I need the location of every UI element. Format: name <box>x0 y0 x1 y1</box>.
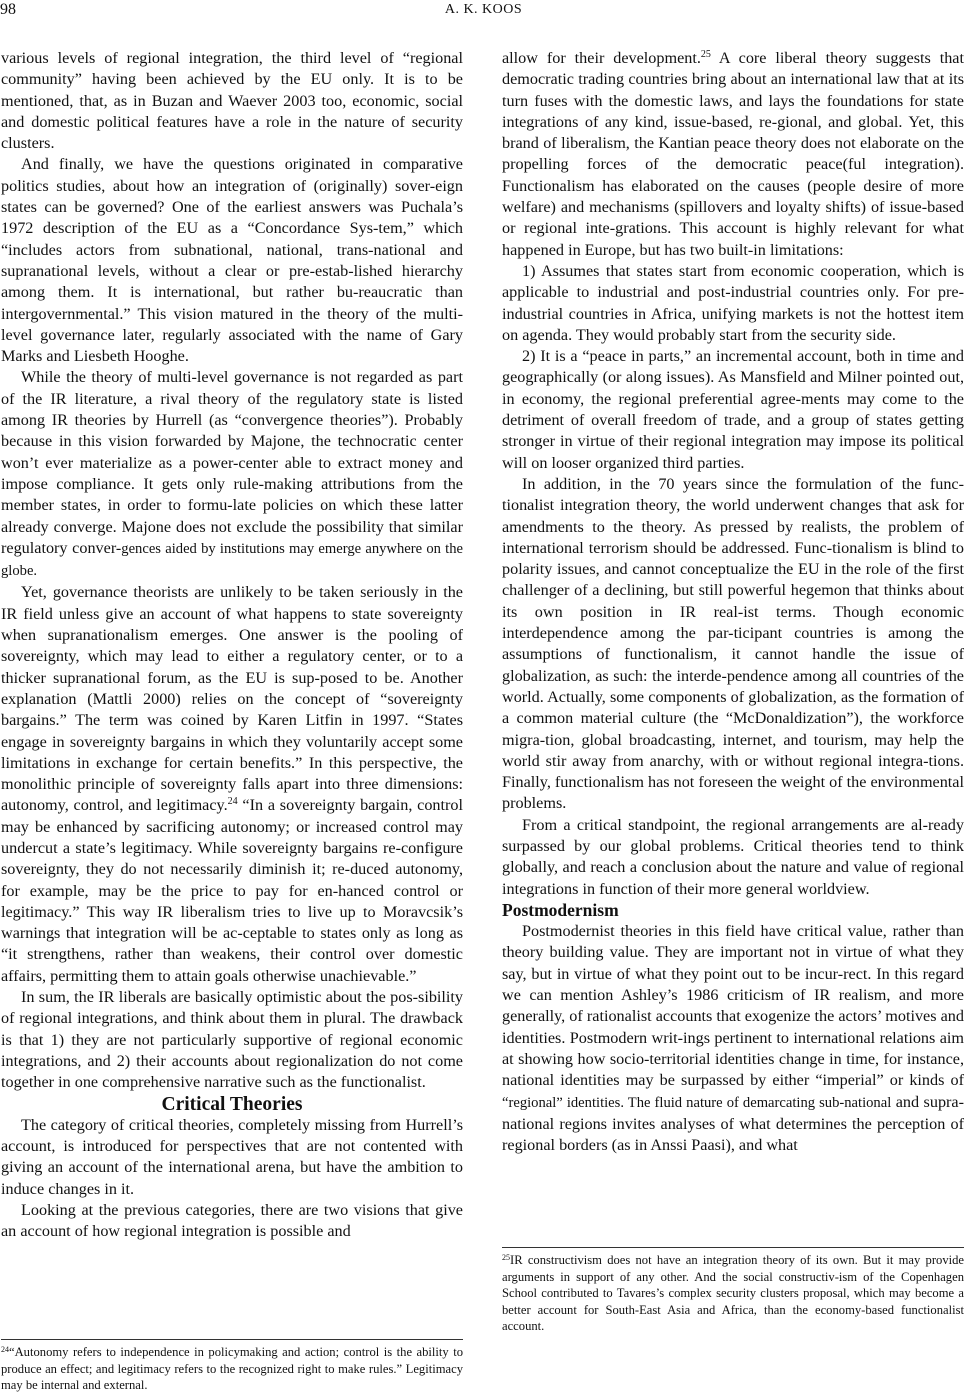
paragraph-text: While the theory of multi-level governance is not regarded as part of the IR literature, a rival theory of the regulatory state is listed among IR theories by Hurrell (as “convergence theories”). Probably because in this vision forwarded by Majone, the technocratic center won’t ever materialize as a power-center able to extract money and impose compliance. It gets only rule-making attributions from the member states, in order to formu-late policies on which these latter already converge. Majone does not exclude the possibility that similar regulatory conver- <box>1 368 463 557</box>
paragraph-text: Yet, governance theorists are unlikely to be taken seriously in the IR field unless give an account of what happens to state sovereignty when supranationalism emerges. One answer is the pooling of sovereignty, which may lead to either a regulatory center, or to a thicker supranational forum, as the EU is sup-posed to be. Another explanation (Mattli 2000) relies on the concept of “sovereignty bargains.” The term was coined by Karen Litfin in 1997. “States engage in sovereignty bargains in which they voluntarily accept some limitations in exchange for certain benefits.” In this perspective, the monolithic principle of sovereignty falls apart into three dimensions: autonomy, control, and legitimacy. <box>1 583 463 815</box>
paragraph: 2) It is a “peace in parts,” an incremental account, both in time and geographically (or along issues). As Mansfield and Milner pointed out, in economy, the regional preferential agree-ments may come to the detriment of overall freedom of trade, and a group of states getting stronger in virtue of their regional integration may impose its political will on looser organized third parties. <box>502 347 964 472</box>
paragraph <box>1 582 463 987</box>
left-column <box>1 48 463 1243</box>
paragraph: 1) Assumes that states start from economic cooperation, which is applicable to industrial and post-industrial countries only. For pre-industrial countries in Africa, unifying markets is not the hottest item on agenda. They would probably start from the security side. <box>502 261 964 344</box>
paragraph <box>502 48 964 261</box>
paragraph: In addition, in the 70 years since the formulation of the func-tionalist integration theory, the world underwent changes that ask for amendments to the theory. As pressed by realists, the problem of international terrorism should be addressed. Func-tionalism is blind to polarity issues, and cannot conceptualize the EU in the role of the first challenger of a declining, but still powerful hegemon that thinks about its own position in IR real-ist terms. Though economic interdependence among the par-ticipant countries is among the assumptions of functionalism, it cannot handle the issue of globalization, as such: the interde-pendence among all countries of the world. Actually, some components of globalization, as the formation of a common material culture (the “McDonaldization”), the workforce migra-tion, global broadcasting, internet, and tourism, may help the world stir away from anarchy, with or without regional integra-tions. Finally, functionalism has not foreseen the weight of the environmental problems. <box>502 474 964 813</box>
paragraph-text: A core liberal theory suggests that democratic trading countries bring about an international law that at its turn fuses with the domestic laws, and lays the foundations for state integrations of any kind, issue-based, re-gional, and global. Yet, this brand of liberalism, the Kantian peace theory does not elaborate on the propelling forces of the democratic peace(ful integration). Functionalism has elaborated on the causes (people desire of more welfare) and mechanisms (spillovers and loyalty shifts) of issue-based or regional inte-grations. This account is highly relevant for what happened in Europe, but has two built-in limitations: <box>502 49 964 259</box>
footnote-marker: 24 <box>1 1345 9 1354</box>
footnote-text: IR constructivism does not have an integration theory of its own. But it may provide arguments in support of any other. And the social constructiv-ism of the Copenhagen School contributed to Tavares’s complex security clusters proposal, which may become a better account for South-East Asia and Africa, than the economy-based functionalist account. <box>502 1253 964 1333</box>
running-head: A. K. KOOS <box>444 2 523 17</box>
paragraph <box>1 367 463 582</box>
page-number: 98 <box>0 1 16 18</box>
footnote-25 <box>502 1247 964 1335</box>
paragraph: In sum, the IR liberals are basically optimistic about the pos-sibility of regional integrations, and think about them in plural. The drawback is that 1) they are not particularly supportive of regional economic integrations, and 2) their accounts about regionalization do not come together in one comprehensive narrative such as the functionalist. <box>1 988 463 1092</box>
paragraph <box>502 921 964 1156</box>
paragraph: various levels of regional integration, the third level of “regional community” having been achieved by the EU only. It is to be mentioned, that, as in Buzan and Waever 2003 too, economic, social and domestic political features have a role in the nature of security clusters. <box>1 49 463 153</box>
footnote-text: “Autonomy refers to independence in policymaking and action; control is the ability to produce an effect; and legitimacy refers to the recognized right to make rules.” Legitimacy may be internal and external. <box>1 1345 463 1392</box>
paragraph: The category of critical theories, completely missing from Hurrell’s account, is introduced for perspectives that are not contented with giving an account of the international arena, but have the ambition to induce changes in it. <box>1 1115 463 1198</box>
paragraph-text-small: gences aided by institutions may emerge anywhere on the globe. <box>1 540 463 580</box>
subsection-title: Postmodernism <box>502 899 619 920</box>
paragraph: From a critical standpoint, the regional arrangements are al-ready surpassed by our global problems. Critical theories tend to think globally, and reach a conclusion about the nature and value of regional integrations in function of their more general worldview. <box>502 815 964 898</box>
paragraph: Looking at the previous categories, there are two visions that give an account of how regional integration is possible and <box>1 1201 463 1241</box>
right-column <box>502 48 964 1156</box>
section-title: Critical Theories <box>161 1093 303 1115</box>
footnote-24 <box>1 1339 463 1394</box>
paragraph: And finally, we have the questions originated in comparative politics studies, about how an integration of (originally) sover-eign states can be governed? One of the earliest answers was Puchala’s 1972 description of the EU as a “Concordance Sys-tem,” which “includes actors from subnational, national, trans-national and supranational levels, without a clear or pre-estab-lished hierarchy among them. It is international, but rather bu-reaucratic than intergovernmental.” This vision matured in the theory of the multi-level governance later, regularly associated with the name of Gary Marks and Liesbeth Hooghe. <box>1 155 463 366</box>
footnote-marker: 25 <box>502 1253 510 1262</box>
paragraph-text-small: “regional” identities. The fluid nature of demarcating sub-national <box>502 1094 892 1111</box>
paragraph-text: Postmodernist theories in this field have critical value, rather than theory building value. They are important not in virtue of what they say, but in virtue of what they point out to be incur-rect. In this regard we can mention Ashley’s 1986 criticism of IR realism, and more generally, of rationalist accounts that exogenize the actors’ motives and identities. Postmodern writ-ings pertinent to international relations aim at showing how socio-territorial identities change in time, for instance, national identities may be surpassed by either “imperial” or kinds of <box>502 922 964 1090</box>
paragraph-text: allow for their development. <box>502 49 701 67</box>
paragraph-text: and supra-national regions invites analyses of what determines the perception of regional borders (as in Anssi Paasi), and what <box>502 1092 965 1155</box>
footnote-ref-24[interactable]: 24 <box>227 796 238 808</box>
page-header <box>0 0 967 22</box>
paragraph-text: “In a sovereignty bargain, control may be enhanced by sacrificing autonomy; or increased control may undercut a state’s legitimacy. While sovereignty bargains re-configure sovereignty, they do not necessarily diminish it; re-duced autonomy, for example, may be the price to pay for en-hanced control or legitimacy.” This way IR liberalism tries to live up to Moravcsik’s warnings that integration will be ac-ceptable to states only as long as “it strengthens, rather than weakens, their control over domestic affairs, permitting them to attain goals otherwise unachievable.” <box>1 796 464 985</box>
footnote-ref-25[interactable]: 25 <box>700 49 711 60</box>
